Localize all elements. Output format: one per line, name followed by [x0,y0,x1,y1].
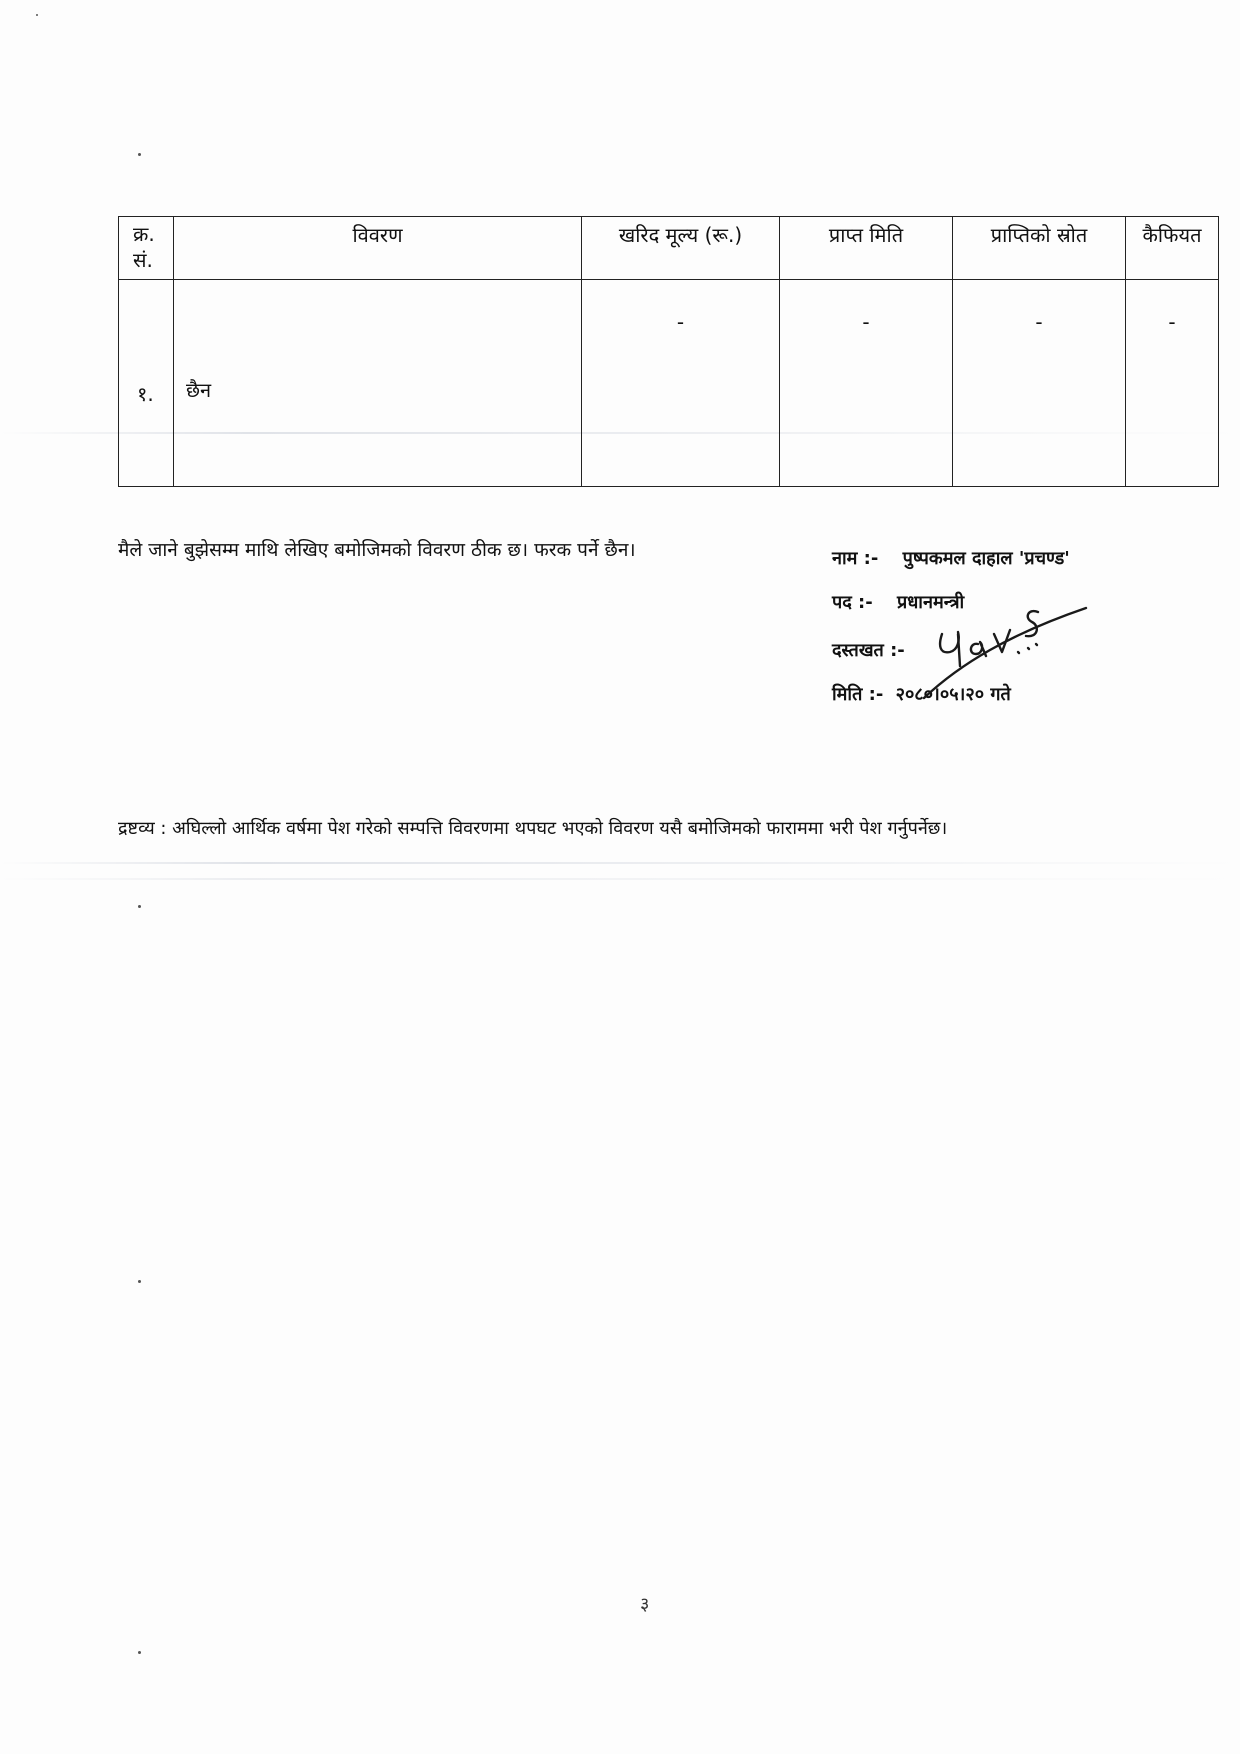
cell-serial-number [119,280,174,487]
table-header-row [119,217,1219,280]
cell-purchase-price [582,280,780,487]
scan-speck [138,1280,141,1283]
name-label: नाम :- [832,548,879,569]
scan-artifact [0,862,1240,864]
header-source: प्राप्तिको स्रोत [953,217,1126,280]
scan-speck [138,153,141,156]
asset-table [118,216,1219,487]
date-label: मिति :- [832,684,884,705]
description-value: छैन [186,378,212,402]
signature-label: दस्तखत :- [832,640,905,661]
declaration-text: मैले जाने बुझेसम्म माथि लेखिए बमोजिमको विवरण ठीक छ। फरक पर्ने छैन। [118,539,636,561]
page-number: ३ [640,1594,650,1615]
position-value: प्रधानमन्त्री [897,592,965,613]
scan-speck [36,14,38,16]
purchase-price-value: - [676,310,685,334]
serial-number-value: १. [137,382,154,406]
cell-received-date [780,280,953,487]
handwritten-signature [920,594,1090,704]
scan-speck [138,905,141,908]
remarks-value: - [1168,310,1176,334]
name-value: पुष्पकमल दाहाल 'प्रचण्ड' [902,548,1070,569]
header-remarks: कैफियत [1126,217,1219,280]
scan-speck [138,1651,141,1654]
received-date-value: - [862,310,870,334]
cell-source [953,280,1126,487]
header-received-date: प्राप्त मिति [780,217,953,280]
signature-row [832,638,905,662]
note-text: द्रष्टव्य : अघिल्लो आर्थिक वर्षमा पेश गरेको सम्पत्ति विवरणमा थपघट भएको विवरण यसै बमोजिमको फाराममा भरी पेश गर्नुपर्नेछ। [118,818,948,839]
header-serial-number: क्र. सं. [119,217,174,280]
cell-remarks [1126,280,1219,487]
cell-description [174,280,582,487]
header-purchase-price: खरिद मूल्य (रू.) [582,217,780,280]
table-row [119,280,1219,487]
date-value: २०८०।०५।२० गते [895,684,1011,705]
name-row [832,546,1070,570]
position-label: पद :- [832,592,873,613]
scan-artifact [0,878,1240,880]
source-value: - [1035,310,1043,334]
header-description: विवरण [174,217,582,280]
